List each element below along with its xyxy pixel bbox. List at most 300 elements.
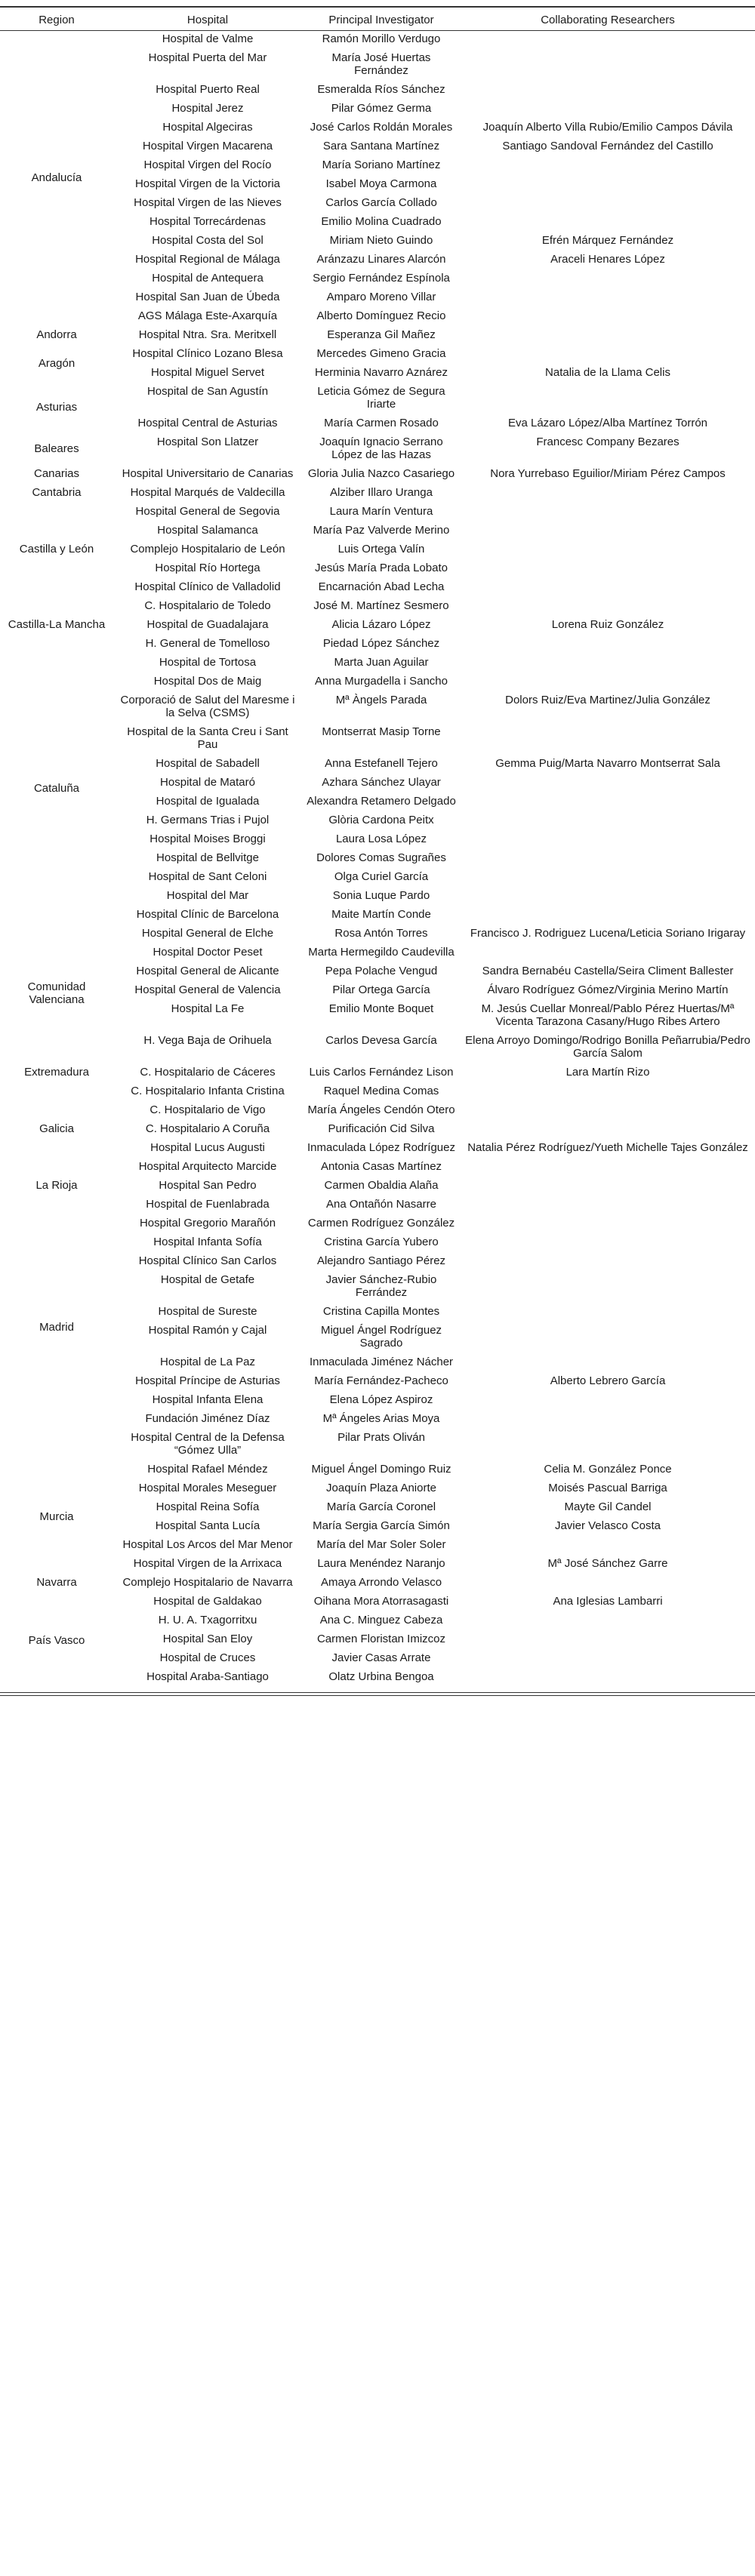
hospital-cell: Hospital Puerto Real [156, 83, 260, 96]
hospital-cell: Hospital de Tortosa [159, 656, 257, 669]
principal-investigator-cell: Purificación Cid Silva [328, 1122, 435, 1135]
collaborators-cell [461, 485, 755, 503]
collaborators-cell: Lara Martín Rizo [565, 1066, 650, 1079]
hospital-cell: Hospital Doctor Peset [153, 946, 263, 959]
hospital-cell: C. Hospitalario de Cáceres [140, 1066, 276, 1079]
collaborators-cell [461, 831, 755, 850]
hospital-cell: Hospital Ramón y Cajal [148, 1324, 267, 1337]
hospital-cell: Hospital de Bellvitge [156, 851, 259, 864]
collaborators-cell [461, 1650, 755, 1669]
table-row [0, 617, 755, 636]
hospital-cell: Hospital Son Llatzer [156, 435, 259, 448]
table-row [0, 869, 755, 888]
principal-investigator-cell: Alexandra Retamero Delgado [307, 795, 456, 808]
table-row [0, 308, 755, 327]
hospital-cell: Hospital de la Santa Creu i Sant Pau [127, 725, 288, 751]
hospital-cell: Hospital Santa Lucía [155, 1519, 260, 1532]
hospital-cell: Hospital Virgen de la Victoria [134, 177, 281, 190]
collaborators-cell [461, 522, 755, 541]
collaborators-cell: Sandra Bernabéu Castella/Seira Climent Ballester [482, 965, 734, 977]
hospital-cell: Hospital Los Arcos del Mar Menor [122, 1538, 293, 1551]
hospital-cell: C. Hospitalario A Coruña [145, 1122, 270, 1135]
collaborators-cell [461, 346, 755, 365]
collaborators-cell [461, 214, 755, 232]
collaborators-cell: Mayte Gil Candel [564, 1500, 652, 1513]
hospital-cell: Hospital de Guadalajara [146, 618, 269, 631]
principal-investigator-cell: Aránzazu Linares Alarcón [316, 253, 446, 266]
table-row [0, 1430, 755, 1461]
collaborators-cell [461, 1430, 755, 1461]
hospital-cell: Hospital Regional de Málaga [135, 253, 280, 266]
collaborators-cell [461, 1574, 755, 1593]
hospital-cell: Hospital de Cruces [159, 1651, 256, 1664]
principal-investigator-cell: Pilar Gómez Germa [331, 102, 432, 115]
collaborators-cell [461, 1392, 755, 1411]
collaborators-cell [461, 1537, 755, 1556]
table-row [0, 724, 755, 756]
principal-investigator-cell: Dolores Comas Sugrañes [316, 851, 446, 864]
hospital-cell: Complejo Hospitalario de León [130, 543, 285, 556]
principal-investigator-cell: Cristina Capilla Montes [322, 1305, 440, 1318]
table-row [0, 270, 755, 289]
collaborators-cell [461, 673, 755, 692]
hospital-cell: Hospital Marqués de Valdecilla [130, 486, 285, 499]
principal-investigator-cell: Rosa Antón Torres [334, 927, 428, 940]
hospital-cell: Hospital Reina Sofía [156, 1500, 260, 1513]
collaborators-cell [461, 31, 755, 51]
collaborators-cell [461, 1234, 755, 1253]
collaborators-cell [461, 1253, 755, 1272]
principal-investigator-cell: María Carmen Rosado [324, 417, 439, 429]
principal-investigator-cell: Oihana Mora Atorrasagasti [313, 1595, 449, 1608]
collaborators-cell [461, 82, 755, 100]
hospital-cell: Hospital del Mar [166, 889, 249, 902]
hospital-cell: C. Hospitalario de Toledo [144, 599, 271, 612]
principal-investigator-cell: María Fernández-Pacheco [314, 1374, 448, 1387]
principal-investigator-cell: Gloria Julia Nazco Casariego [307, 467, 455, 480]
principal-investigator-cell: Marta Juan Aguilar [334, 656, 429, 669]
collaborators-cell [461, 1196, 755, 1215]
principal-investigator-cell: Ana Ontañón Nasarre [326, 1198, 436, 1211]
region-cell: Cataluña [33, 782, 80, 795]
hospital-cell: Hospital Ntra. Sra. Meritxell [138, 328, 277, 341]
table-row [0, 1411, 755, 1430]
table-row [0, 1373, 755, 1392]
table-row [0, 1574, 755, 1593]
principal-investigator-cell: Laura Menéndez Naranjo [317, 1557, 445, 1570]
table-row [0, 598, 755, 617]
hospital-cell: Hospital de San Agustín [146, 385, 269, 398]
table-row [0, 756, 755, 774]
table-row [0, 1253, 755, 1272]
collaborators-cell: Elena Arroyo Domingo/Rodrigo Bonilla Peñarrubia/Pedro García Salom [465, 1034, 750, 1060]
hospital-cell: Hospital Lucus Augusti [150, 1141, 265, 1154]
principal-investigator-cell: Montserrat Masip Torne [322, 725, 441, 738]
hospital-cell: Hospital General de Alicante [136, 965, 279, 977]
table-row [0, 1593, 755, 1612]
region-cell: Castilla y León [19, 543, 94, 556]
principal-investigator-cell: María Paz Valverde Merino [313, 524, 450, 537]
principal-investigator-cell: Carlos García Collado [325, 196, 437, 209]
principal-investigator-cell: María Ángeles Cendón Otero [307, 1103, 455, 1116]
table-row [0, 1196, 755, 1215]
hospital-cell: Hospital de Sant Celoni [148, 870, 267, 883]
table-row [0, 251, 755, 270]
collaborators-cell [461, 289, 755, 308]
region-cell: Castilla-La Mancha [8, 618, 106, 631]
hospital-cell: H. General de Tomelloso [145, 637, 270, 650]
table-row [0, 1121, 755, 1140]
collaborators-cell: Francisco J. Rodriguez Lucena/Leticia Soriano Irigaray [470, 927, 746, 940]
hospital-cell: Hospital Infanta Elena [152, 1393, 263, 1406]
table-row [0, 1102, 755, 1121]
principal-investigator-cell: Mª Àngels Parada [335, 694, 427, 706]
collaborators-cell [461, 774, 755, 793]
principal-investigator-cell: Emilio Monte Boquet [328, 1002, 434, 1015]
table-row [0, 522, 755, 541]
hospital-cell: C. Hospitalario Infanta Cristina [131, 1085, 285, 1097]
principal-investigator-cell: Marta Hermegildo Caudevilla [308, 946, 455, 959]
hospital-cell: Hospital Río Hortega [155, 562, 260, 574]
hospital-cell: Hospital de Igualada [156, 795, 260, 808]
principal-investigator-cell: Sonia Luque Pardo [332, 889, 430, 902]
table-row [0, 1177, 755, 1196]
hospital-cell: Hospital Virgen de las Nieves [134, 196, 282, 209]
collaborators-cell [461, 579, 755, 598]
table-row [0, 636, 755, 654]
table-row [0, 176, 755, 195]
principal-investigator-cell: María José Huertas Fernández [331, 51, 431, 77]
collaborators-cell: Dolors Ruiz/Eva Martinez/Julia González [505, 694, 710, 706]
table-row [0, 888, 755, 906]
hospital-cell: Hospital de La Paz [160, 1356, 255, 1368]
hospital-cell: Hospital de Fuenlabrada [146, 1198, 270, 1211]
collaborators-cell [461, 100, 755, 119]
principal-investigator-cell: Olatz Urbina Bengoa [328, 1670, 434, 1683]
table-row [0, 1064, 755, 1083]
collaborators-cell [461, 383, 755, 415]
table-row [0, 1480, 755, 1499]
table-row [0, 1303, 755, 1322]
collaborators-cell: Santiago Sandoval Fernández del Castillo [502, 140, 713, 152]
hospital-cell: Hospital de Mataró [160, 776, 255, 789]
principal-investigator-cell: Alziber Illaro Uranga [330, 486, 433, 499]
principal-investigator-cell: Piedad López Sánchez [322, 637, 440, 650]
table-row [0, 1215, 755, 1234]
principal-investigator-cell: Anna Estefanell Tejero [325, 757, 438, 770]
principal-investigator-cell: Pepa Polache Vengud [325, 965, 438, 977]
table-row [0, 1499, 755, 1518]
table-row [0, 1669, 755, 1691]
principal-investigator-cell: Anna Murgadella i Sancho [315, 675, 448, 688]
principal-investigator-cell: Inmaculada Jiménez Nácher [309, 1356, 454, 1368]
table-row [0, 541, 755, 560]
hospital-cell: Hospital Clínico San Carlos [138, 1254, 277, 1267]
principal-investigator-cell: Alberto Domínguez Recio [316, 309, 446, 322]
principal-investigator-cell: Sara Santana Martínez [322, 140, 440, 152]
principal-investigator-cell: Elena López Aspiroz [329, 1393, 433, 1406]
principal-investigator-cell: Miriam Nieto Guindo [329, 234, 433, 247]
table-row [0, 119, 755, 138]
collaborators-cell [461, 1411, 755, 1430]
principal-investigator-cell: Miguel Ángel Domingo Ruiz [311, 1463, 451, 1476]
hospital-cell: H. Vega Baja de Orihuela [143, 1034, 272, 1047]
hospital-cell: Hospital San Juan de Úbeda [135, 291, 280, 303]
table-header [0, 7, 755, 31]
table-row [0, 232, 755, 251]
table-row [0, 963, 755, 982]
principal-investigator-cell: Luis Ortega Valín [337, 543, 425, 556]
collaborators-cell [461, 944, 755, 963]
hospital-cell: H. U. A. Txagorritxu [158, 1614, 257, 1627]
hospital-cell: Hospital Universitario de Canarias [122, 467, 294, 480]
collaborators-cell [461, 1272, 755, 1303]
principal-investigator-cell: Laura Losa López [335, 833, 427, 845]
collaborators-cell [461, 327, 755, 346]
principal-investigator-cell: Herminia Navarro Aznárez [315, 366, 448, 379]
collaborators-cell [461, 1322, 755, 1354]
hospital-cell: Hospital de Valme [162, 32, 254, 45]
principal-investigator-cell: Carmen Obaldia Alaña [324, 1179, 439, 1192]
table-row [0, 1461, 755, 1480]
principal-investigator-cell: Sergio Fernández Espínola [313, 272, 450, 285]
hospital-cell: Hospital Morales Meseguer [138, 1482, 277, 1494]
principal-investigator-cell: Pilar Prats Oliván [337, 1431, 425, 1444]
hospital-cell: Hospital Arquitecto Marcide [138, 1160, 277, 1173]
hospital-cell: Hospital Central de Asturias [137, 417, 278, 429]
region-cell: Comunidad Valenciana [27, 980, 86, 1006]
collaborators-cell: Javier Velasco Costa [554, 1519, 661, 1532]
table-row [0, 1650, 755, 1669]
hospital-cell: Hospital Miguel Servet [150, 366, 265, 379]
table-row [0, 654, 755, 673]
table-row [0, 100, 755, 119]
collaborators-cell [461, 176, 755, 195]
principal-investigator-cell: María Soriano Martínez [322, 158, 441, 171]
collaborators-cell [461, 1612, 755, 1631]
collaborators-cell: Eva Lázaro López/Alba Martínez Torrón [507, 417, 708, 429]
hospital-cell: Hospital Dos de Maig [153, 675, 262, 688]
hospital-cell: Hospital de Antequera [152, 272, 263, 285]
region-cell: La Rioja [35, 1179, 78, 1192]
table-row [0, 944, 755, 963]
principal-investigator-cell: Maite Martín Conde [331, 908, 431, 921]
principal-investigator-cell: María del Mar Soler Soler [316, 1538, 446, 1551]
collaborators-cell [461, 308, 755, 327]
table-row [0, 982, 755, 1001]
collaborators-cell [461, 1669, 755, 1691]
principal-investigator-cell: Encarnación Abad Lecha [318, 580, 445, 593]
principal-investigator-cell: Amaya Arrondo Velasco [320, 1576, 442, 1589]
collaborators-cell [461, 1159, 755, 1177]
collaborators-cell: Ana Iglesias Lambarri [553, 1595, 663, 1608]
principal-investigator-cell: Pilar Ortega García [332, 983, 430, 996]
table-row [0, 1234, 755, 1253]
header-region: Region [0, 7, 113, 31]
principal-investigator-cell: Esperanza Gil Mañez [327, 328, 436, 341]
hospital-cell: Hospital San Pedro [159, 1179, 257, 1192]
principal-investigator-cell: Antonia Casas Martínez [320, 1160, 442, 1173]
table-row [0, 289, 755, 308]
principal-investigator-cell: Amparo Moreno Villar [326, 291, 436, 303]
table-row [0, 485, 755, 503]
investigators-table [0, 6, 755, 1691]
principal-investigator-cell: Emilio Molina Cuadrado [321, 215, 442, 228]
hospital-cell: AGS Málaga Este-Axarquía [137, 309, 278, 322]
hospital-cell: Hospital General de Elche [141, 927, 274, 940]
table-row [0, 1001, 755, 1033]
collaborators-cell: Moisés Pascual Barriga [548, 1482, 667, 1494]
table-row [0, 1612, 755, 1631]
hospital-cell: Hospital Salamanca [157, 524, 258, 537]
hospital-cell: Hospital Virgen del Rocío [143, 158, 272, 171]
header-collaborating-researchers: Collaborating Researchers [461, 7, 755, 31]
table-row [0, 327, 755, 346]
principal-investigator-cell: Laura Marín Ventura [329, 505, 433, 518]
table-row [0, 1631, 755, 1650]
table-row [0, 466, 755, 485]
collaborators-cell [461, 560, 755, 579]
table-row [0, 1556, 755, 1574]
collaborators-cell [461, 1083, 755, 1102]
principal-investigator-cell: Esmeralda Ríos Sánchez [317, 83, 445, 96]
region-cell: Extremadura [24, 1066, 89, 1079]
principal-investigator-cell: Mª Ángeles Arias Moya [322, 1412, 440, 1425]
table-row [0, 774, 755, 793]
hospital-cell: Hospital Algeciras [162, 121, 253, 134]
region-cell: Canarias [33, 467, 80, 480]
hospital-cell: Hospital San Eloy [162, 1633, 253, 1645]
principal-investigator-cell: Luis Carlos Fernández Lison [309, 1066, 454, 1079]
principal-investigator-cell: Leticia Gómez de Segura Iriarte [317, 385, 445, 411]
region-cell: Navarra [36, 1576, 77, 1589]
region-cell: Cantabria [32, 486, 82, 499]
collaborators-cell: Celia M. González Ponce [544, 1463, 672, 1476]
hospital-cell: Hospital Infanta Sofía [153, 1236, 262, 1248]
collaborators-cell [461, 1102, 755, 1121]
collaborators-cell [461, 1354, 755, 1373]
hospital-cell: Hospital Puerta del Mar [148, 51, 267, 64]
collaborators-cell [461, 1631, 755, 1650]
hospital-cell: Fundación Jiménez Díaz [145, 1412, 270, 1425]
principal-investigator-cell: Raquel Medina Comas [323, 1085, 439, 1097]
table-row [0, 138, 755, 157]
region-cell: Andorra [36, 328, 77, 341]
hospital-cell: Hospital Clínic de Barcelona [136, 908, 279, 921]
table-row [0, 1140, 755, 1159]
table-row [0, 850, 755, 869]
region-cell: Murcia [39, 1510, 74, 1523]
principal-investigator-cell: Cristina García Yubero [324, 1236, 439, 1248]
table-row [0, 346, 755, 365]
table-row [0, 214, 755, 232]
principal-investigator-cell: Miguel Ángel Rodríguez Sagrado [320, 1324, 442, 1350]
principal-investigator-cell: Glòria Cardona Peitx [328, 814, 434, 826]
collaborators-cell: M. Jesús Cuellar Monreal/Pablo Pérez Huertas/Mª Vicenta Tarazona Casany/Hugo Ribes Artero [481, 1002, 735, 1028]
collaborators-cell [461, 850, 755, 869]
collaborators-cell [461, 1177, 755, 1196]
hospital-cell: Hospital Jerez [171, 102, 244, 115]
hospital-cell: Hospital de Galdakao [153, 1595, 262, 1608]
hospital-cell: H. Germans Trias i Pujol [146, 814, 270, 826]
hospital-cell: Hospital Costa del Sol [152, 234, 263, 247]
hospital-cell: Hospital Virgen de la Arrixaca [133, 1557, 282, 1570]
collaborators-cell [461, 195, 755, 214]
hospital-cell: Corporació de Salut del Maresme i la Selva (CSMS) [120, 694, 295, 719]
table-row [0, 1392, 755, 1411]
collaborators-cell [461, 1303, 755, 1322]
table-row [0, 1537, 755, 1556]
collaborators-cell: Francesc Company Bezares [536, 435, 680, 448]
table-row [0, 1322, 755, 1354]
table-row [0, 673, 755, 692]
hospital-cell: Hospital Príncipe de Asturias [135, 1374, 280, 1387]
principal-investigator-cell: Inmaculada López Rodríguez [307, 1141, 455, 1154]
table-row [0, 925, 755, 944]
region-cell: Galicia [39, 1122, 74, 1135]
hospital-cell: Hospital Araba-Santiago [146, 1670, 269, 1683]
principal-investigator-cell: Carmen Rodríguez González [307, 1217, 455, 1230]
collaborators-cell: Natalia de la Llama Celis [545, 366, 670, 379]
table-row [0, 906, 755, 925]
region-cell: País Vasco [28, 1634, 85, 1647]
table-row [0, 157, 755, 176]
collaborators-cell: Joaquín Alberto Villa Rubio/Emilio Campos Dávila [482, 121, 733, 134]
table-row [0, 1518, 755, 1537]
collaborators-cell: Nora Yurrebaso Eguilior/Miriam Pérez Campos [490, 467, 726, 480]
table-row [0, 503, 755, 522]
table-row [0, 365, 755, 383]
hospital-cell: Complejo Hospitalario de Navarra [122, 1576, 293, 1589]
principal-investigator-cell: Azhara Sánchez Ulayar [322, 776, 441, 789]
collaborators-cell [461, 724, 755, 756]
principal-investigator-cell: María Sergia García Simón [313, 1519, 450, 1532]
collaborators-cell: Alberto Lebrero García [550, 1374, 666, 1387]
hospital-cell: Hospital Torrecárdenas [149, 215, 266, 228]
table-row [0, 812, 755, 831]
hospital-cell: Hospital La Fe [171, 1002, 245, 1015]
collaborators-cell: Lorena Ruiz González [551, 618, 664, 631]
header-hospital: Hospital [113, 7, 302, 31]
principal-investigator-cell: Carmen Floristan Imizcoz [316, 1633, 446, 1645]
table-row [0, 831, 755, 850]
collaborators-cell [461, 541, 755, 560]
hospital-cell: Hospital de Sureste [158, 1305, 257, 1318]
table-row [0, 1354, 755, 1373]
header-principal-investigator: Principal Investigator [302, 7, 461, 31]
region-cell: Aragón [38, 356, 76, 370]
hospital-cell: Hospital Clínico Lozano Blesa [132, 347, 283, 360]
collaborators-cell [461, 50, 755, 82]
collaborators-cell [461, 793, 755, 812]
hospital-cell: Hospital Clínico de Valladolid [134, 580, 281, 593]
table-row [0, 692, 755, 724]
header-row [0, 7, 755, 31]
collaborators-cell [461, 270, 755, 289]
table-row [0, 415, 755, 434]
principal-investigator-cell: Jesús María Prada Lobato [315, 562, 448, 574]
principal-investigator-cell: Javier Sánchez-Rubio Ferrández [325, 1273, 437, 1299]
table-row [0, 1159, 755, 1177]
table-row [0, 383, 755, 415]
principal-investigator-cell: Carlos Devesa García [325, 1034, 437, 1047]
principal-investigator-cell: Mercedes Gimeno Gracia [316, 347, 446, 360]
collaborators-cell [461, 906, 755, 925]
collaborators-cell [461, 1215, 755, 1234]
collaborators-cell [461, 157, 755, 176]
principal-investigator-cell: Joaquín Ignacio Serrano López de las Hazas [319, 435, 443, 461]
hospital-cell: Hospital de Getafe [160, 1273, 255, 1286]
